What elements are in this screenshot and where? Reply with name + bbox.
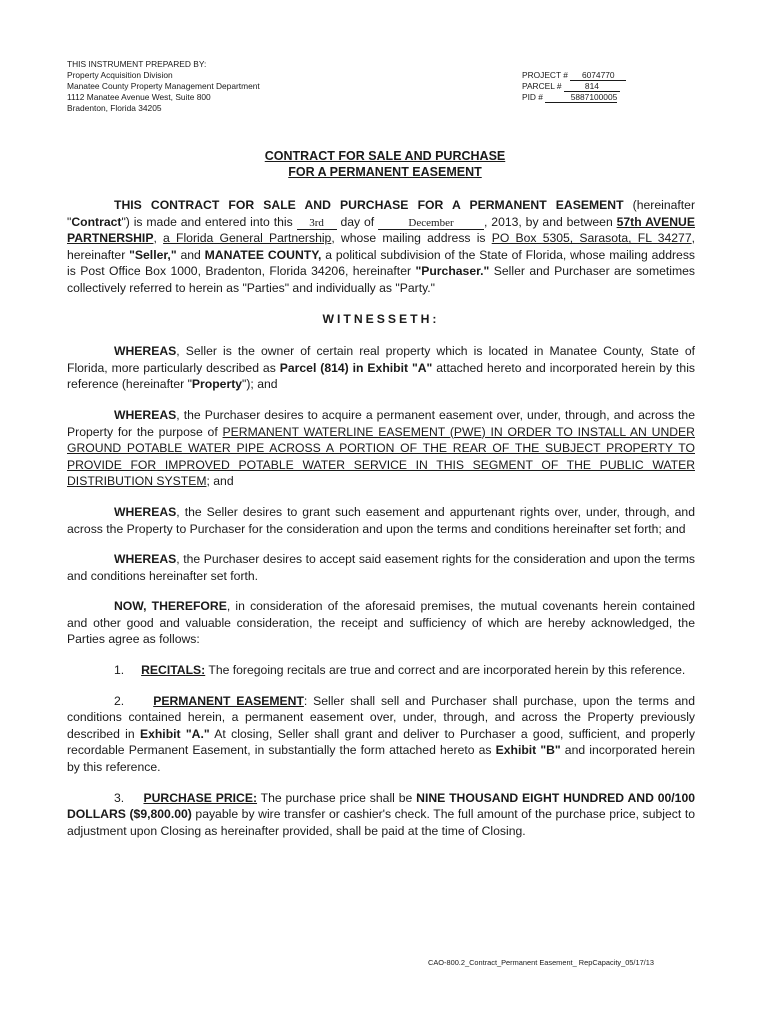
seller-type: a Florida General Partnership bbox=[163, 231, 332, 246]
whereas-paragraph-4: WHEREAS, the Purchaser desires to accept said easement rights for the consideration and upon the terms and conditions hereinafter set forth. bbox=[67, 552, 695, 583]
identifier-block bbox=[522, 70, 626, 103]
section-3-heading: PURCHASE PRICE: bbox=[143, 790, 258, 805]
preparer-line: Manatee County Property Management Department bbox=[67, 81, 260, 91]
easement-purpose: PERMANENT WATERLINE EASEMENT (PWE) IN ORDER TO INSTALL AN UNDER GROUND POTABLE WATER PIPE ACROSS A PORTION OF THE REAR OF THE SUBJECT PROPERTY TO PROVIDE FOR IMPROVED POTABLE WATER SERVICE IN THIS SEGMENT OF THE PUBLIC WATER DISTRIBUTION SYSTEM bbox=[67, 424, 695, 489]
parcel-value: 814 bbox=[564, 81, 620, 92]
preparer-line: 1112 Manatee Avenue West, Suite 800 bbox=[67, 92, 211, 102]
title-line-1: CONTRACT FOR SALE AND PURCHASE bbox=[264, 149, 506, 163]
preparer-line: THIS INSTRUMENT PREPARED BY: bbox=[67, 59, 207, 69]
purchase-price-amount: NINE THOUSAND EIGHT HUNDRED AND 00/100 DOLLARS ($9,800.00) bbox=[67, 790, 696, 822]
preparer-block bbox=[67, 59, 260, 114]
project-label: PROJECT # bbox=[522, 70, 568, 80]
section-2-permanent-easement: 2. PERMANENT EASEMENT: Seller shall sell and Purchaser shall purchase, upon the terms and conditions contained herein, a permanent easement over, under, through, and across the Property previously described in Exhibit "A." At closing, Seller shall grant and deliver to Purchaser a good, sufficient, and properly recordable Permanent Easement, in substantially the form attached hereto as Exhibit "B" and incorporated herein by this reference. bbox=[67, 693, 695, 775]
project-value: 6074770 bbox=[570, 70, 626, 81]
month-field: December bbox=[378, 217, 484, 230]
section-3-purchase-price: 3. PURCHASE PRICE: The purchase price shall be NINE THOUSAND EIGHT HUNDRED AND 00/100 DOLLARS ($9,800.00) payable by wire transfer or cashier's check. The full amount of the purchase price, subject to adjustment upon Closing as hereinafter provided, shall be paid at the time of Closing. bbox=[67, 790, 696, 838]
whereas-paragraph-2: WHEREAS, the Purchaser desires to acquire a permanent easement over, under, through, and across the Property for the purpose of PERMANENT WATERLINE EASEMENT (PWE) IN ORDER TO INSTALL AN UNDER GROUND POTABLE WATER PIPE ACROSS A PORTION OF THE REAR OF THE SUBJECT PROPERTY TO PROVIDE FOR IMPROVED POTABLE WATER SERVICE IN THIS SEGMENT OF THE PUBLIC WATER DISTRIBUTION SYSTEM; and bbox=[67, 407, 695, 489]
pid-label: PID # bbox=[522, 92, 543, 102]
preparer-line: Bradenton, Florida 34205 bbox=[67, 103, 162, 113]
document-footer: CAO-800.2_Contract_Permanent Easement_ RepCapacity_05/17/13 bbox=[428, 958, 654, 967]
intro-paragraph: THIS CONTRACT FOR SALE AND PURCHASE FOR A PERMANENT EASEMENT (hereinafter "Contract") is made and entered into this 3rd day of December , 2013, by and between 57th AVENUE PARTNERSHIP, a Florida General Partnership, whose mailing address is PO Box 5305, Sarasota, FL 34277, hereinafter "Seller," and MANATEE COUNTY, a political subdivision of the State of Florida, whose mailing address is Post Office Box 1000, Bradenton, Florida 34206, hereinafter "Purchaser." Seller and Purchaser are sometimes collectively referred to herein as "Parties" and individually as "Party." bbox=[67, 198, 696, 295]
seller-name: 57th AVENUE PARTNERSHIP bbox=[67, 214, 695, 246]
whereas-paragraph-3: WHEREAS, the Seller desires to grant such easement and appurtenant rights over, under, through, and across the Property to Purchaser for the consideration and upon the terms and conditions hereinafter set forth; and bbox=[67, 504, 695, 536]
parcel-label: PARCEL # bbox=[522, 81, 562, 91]
parcel-number-row bbox=[522, 81, 626, 92]
document-title bbox=[0, 148, 770, 180]
witnesseth-heading: WITNESSETH: bbox=[322, 311, 440, 326]
section-1-heading: RECITALS: bbox=[141, 663, 206, 678]
day-field: 3rd bbox=[297, 217, 337, 230]
title-line-2: FOR A PERMANENT EASEMENT bbox=[288, 165, 482, 179]
pid-value: 5887100005 bbox=[545, 92, 617, 103]
whereas-paragraph-1: WHEREAS, Seller is the owner of certain real property which is located in Manatee County, State of Florida, more particularly described as Parcel (814) in Exhibit "A" attached hereto and incorporated herein by this reference (hereinafter "Property"); and bbox=[67, 344, 696, 392]
project-number-row bbox=[522, 70, 626, 81]
now-therefore-paragraph: NOW, THEREFORE, in consideration of the aforesaid premises, the mutual covenants herein contained and other good and valuable consideration, the receipt and sufficiency of which are hereby acknowledged, the Parties agree as follows: bbox=[67, 599, 696, 647]
purchaser-name: MANATEE COUNTY, bbox=[204, 247, 322, 262]
seller-address: PO Box 5305, Sarasota, FL 34277 bbox=[491, 231, 692, 246]
contract-body bbox=[67, 197, 695, 853]
preparer-line: Property Acquisition Division bbox=[67, 70, 173, 80]
pid-number-row bbox=[522, 92, 626, 103]
section-2-heading: PERMANENT EASEMENT bbox=[153, 693, 304, 708]
section-1-recitals: 1. RECITALS: The foregoing recitals are true and correct and are incorporated herein by this reference. bbox=[114, 663, 686, 678]
